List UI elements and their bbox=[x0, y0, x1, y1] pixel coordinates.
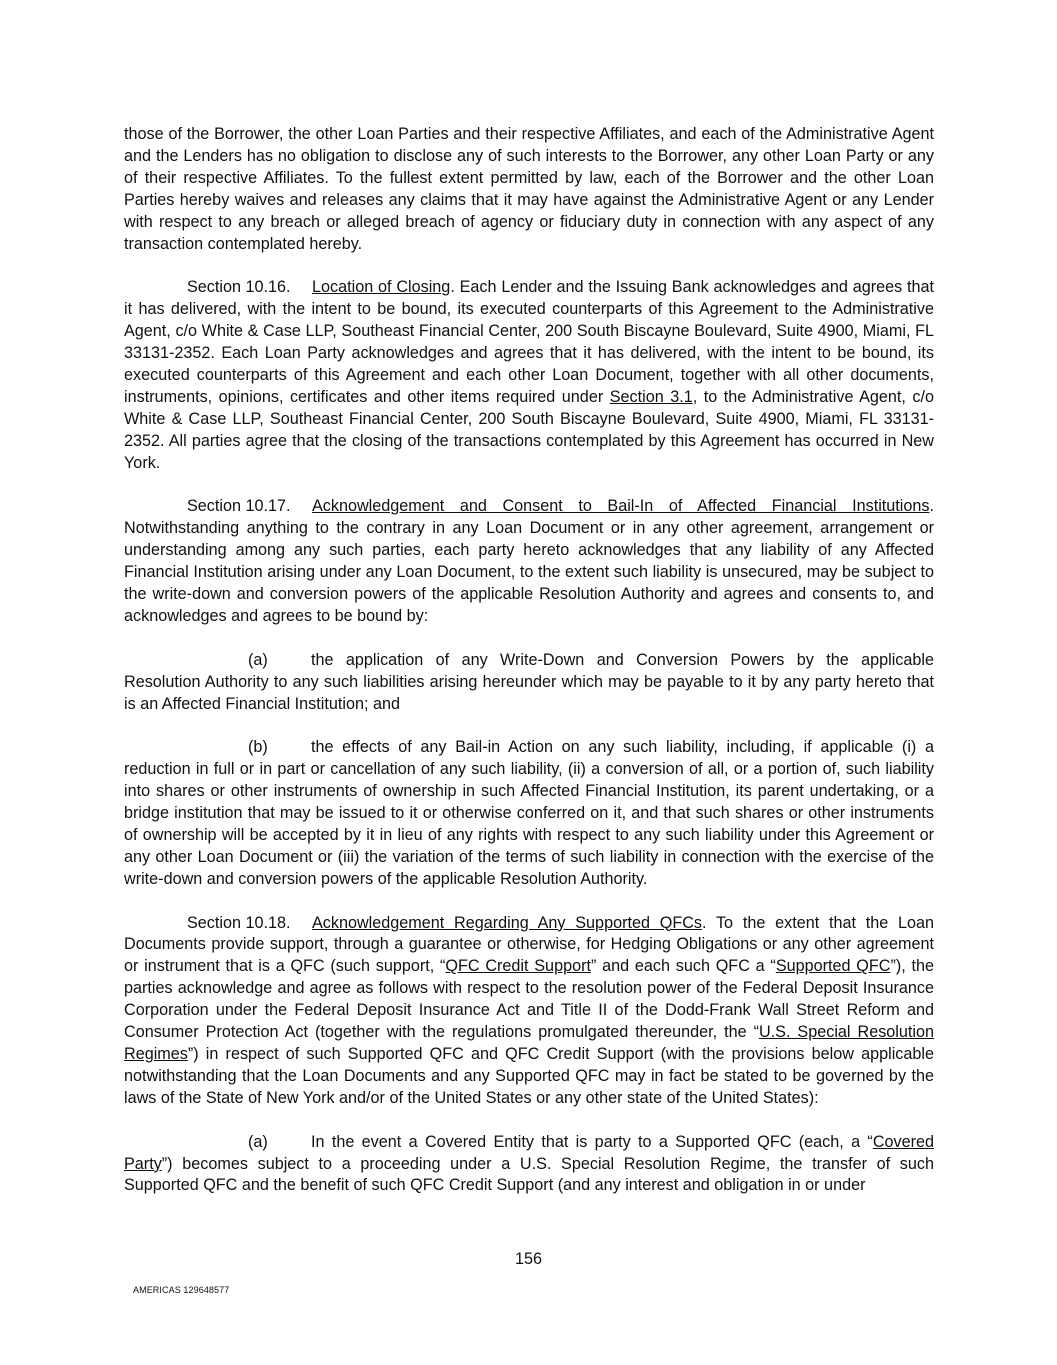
item-text: ”) becomes subject to a proceeding under a U.S. Special Resolution Regime, the transfer of such Supported QFC and the benefit of such QFC Credit Support (and any interest and obligation in or under bbox=[124, 1154, 934, 1195]
section-10-18-item-a bbox=[124, 1132, 934, 1198]
section-text: ” and each such QFC a “ bbox=[590, 957, 776, 976]
section-reference: Section 3.1 bbox=[609, 387, 693, 406]
item-text: In the event a Covered Entity that is party to a Supported QFC (each, a “ bbox=[311, 1132, 873, 1151]
defined-term: QFC Credit Support bbox=[445, 957, 591, 976]
section-number: Section 10.16. bbox=[187, 278, 291, 297]
section-10-18 bbox=[124, 913, 934, 1110]
section-10-16 bbox=[124, 277, 934, 474]
section-number: Section 10.18. bbox=[187, 913, 291, 932]
section-text: . To the extent that the Loan Documents provide support, through a guarantee or otherwise, for Hedging Obligations or any other agreement or instrument that is a QFC (such support, “ bbox=[124, 913, 935, 976]
section-title: Location of Closing bbox=[312, 278, 451, 297]
item-text: the effects of any Bail-in Action on any such liability, including, if applicable (i) a reduction in full or in part or cancellation of any such liability, (ii) a conversion of all, or a portion of, such liability into shares or other instruments of ownership in such Affected Financial Institution, its parent undertaking, or a bridge institution that may be issued to it or otherwise conferred on it, and that such shares or other instruments of ownership will be accepted by it in lieu of any rights with respect to any such liability under this Agreement or any other Loan Document or (iii) the variation of the terms of such liability in connection with the exercise of the write-down and conversion powers of the applicable Resolution Authority. bbox=[124, 738, 934, 888]
section-title: Acknowledgement and Consent to Bail-In of Affected Financial Institutions bbox=[312, 497, 930, 516]
section-text: , to the Administrative Agent, c/o White & Case LLP, Southeast Financial Center, 200 South Biscayne Boulevard, Suite 4900, Miami, FL 33131-2352. All parties agree that the closing of the transactions contemplated by this Agreement has occurred in New York. bbox=[124, 387, 934, 472]
section-number: Section 10.17. bbox=[187, 497, 291, 516]
section-title: Acknowledgement Regarding Any Supported QFCs bbox=[312, 913, 702, 932]
section-10-17-item-a bbox=[124, 650, 934, 716]
section-text: ”) in respect of such Supported QFC and QFC Credit Support (with the provisions below applicable notwithstanding that the Loan Documents and any Supported QFC may in fact be stated to be governed by the laws of the State of New York and/or of the United States or any other state of the United States): bbox=[124, 1044, 934, 1107]
defined-term: U.S. Special Resolution Regimes bbox=[124, 1023, 935, 1063]
paragraph-continuation: those of the Borrower, the other Loan Parties and their respective Affiliates, and each of the Administrative Agent and the Lenders has no obligation to disclose any of such interests to the Borrower, any other Loan Party or any of their respective Affiliates. To the fullest extent permitted by law, each of the Borrower and the other Loan Parties hereby waives and releases any claims that it may have against the Administrative Agent or any Lender with respect to any breach or alleged breach of agency or fiduciary duty in connection with any aspect of any transaction contemplated hereby. bbox=[124, 125, 934, 253]
defined-term: Covered Party bbox=[124, 1132, 934, 1173]
section-10-17 bbox=[124, 496, 934, 627]
section-text: . Each Lender and the Issuing Bank acknowledges and agrees that it has delivered, with the intent to be bound, its executed counterparts of this Agreement to the Administrative Agent, c/o White & Case LLP, Southeast Financial Center, 200 South Biscayne Boulevard, Suite 4900, Miami, FL 33131-2352. Each Loan Party acknowledges and agrees that it has delivered, with the intent to be bound, its executed counterparts of this Agreement and each other Loan Document, together with all other documents, instruments, opinions, certificates and other items required under bbox=[124, 278, 934, 406]
item-letter: (a) bbox=[248, 650, 268, 669]
item-letter: (a) bbox=[248, 1132, 268, 1151]
section-text: ”), the parties acknowledge and agree as follows with respect to the resolution power of the Federal Deposit Insurance Corporation under the Federal Deposit Insurance Act and Title II of the Dodd-Frank Wall Street Reform and Consumer Protection Act (together with the regulations promulgated thereunder, the “ bbox=[124, 957, 934, 1042]
section-text: . Notwithstanding anything to the contrary in any Loan Document or in any other agreement, arrangement or understanding among any such parties, each party hereto acknowledges that any liability of any Affected Financial Institution arising under any Loan Document, to the extent such liability is unsecured, may be subject to the write-down and conversion powers of the applicable Resolution Authority and agrees and consents to, and acknowledges and agrees to be bound by: bbox=[124, 497, 934, 625]
document-page bbox=[124, 124, 934, 1197]
item-text: the application of any Write-Down and Conversion Powers by the applicable Resolution Authority to any such liabilities arising hereunder which may be payable to it by any party hereto that is an Affected Financial Institution; and bbox=[124, 650, 934, 713]
section-10-17-item-b bbox=[124, 737, 934, 890]
page-number: 156 bbox=[514, 1250, 542, 1268]
item-letter: (b) bbox=[248, 738, 268, 757]
defined-term: Supported QFC bbox=[775, 957, 891, 976]
document-id: AMERICAS 129648577 bbox=[133, 1285, 230, 1295]
